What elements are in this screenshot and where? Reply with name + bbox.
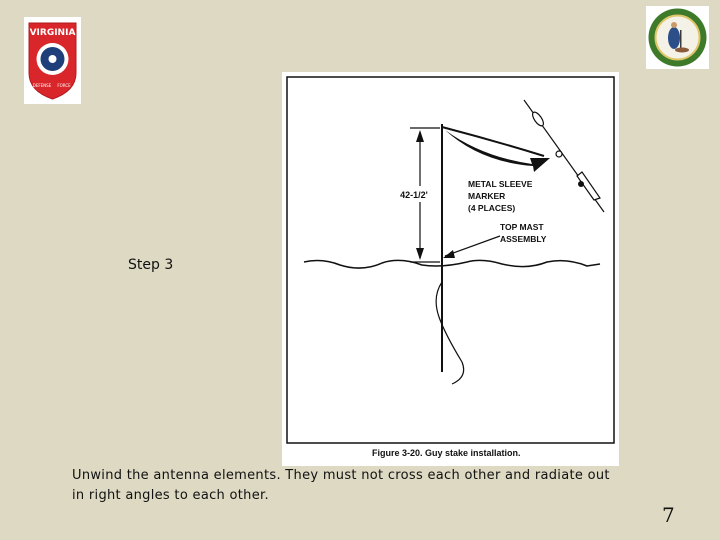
figure-caption: Figure 3-20. Guy stake installation. (372, 448, 521, 458)
badge-bottom-right: FORCE (57, 83, 71, 88)
figure-border (287, 77, 614, 443)
dimension-label: 42-1/2' (400, 190, 428, 200)
marker-point (556, 151, 562, 157)
marker-label-1: METAL SLEEVE (468, 179, 533, 189)
marker-label-3: (4 PLACES) (468, 203, 516, 213)
step-label: Step 3 (128, 257, 174, 273)
ground-line (304, 260, 600, 268)
marker-label-2: MARKER (468, 191, 506, 201)
guy-stake-figure (282, 72, 619, 466)
badge-title: VIRGINIA (29, 28, 76, 38)
page-number: 7 (662, 503, 675, 527)
instruction-text: Unwind the antenna elements. They must not cross each other and radiate out in right angles to each other. (72, 468, 610, 503)
badge-bottom-left: DEFENSE (32, 83, 52, 88)
mast-label-2: ASSEMBLY (500, 234, 547, 244)
virginia-defense-force-logo (24, 17, 81, 104)
pointer-arrow (445, 130, 550, 172)
virginia-seal-logo (646, 6, 709, 69)
mast-label-1: TOP MAST (500, 222, 544, 232)
